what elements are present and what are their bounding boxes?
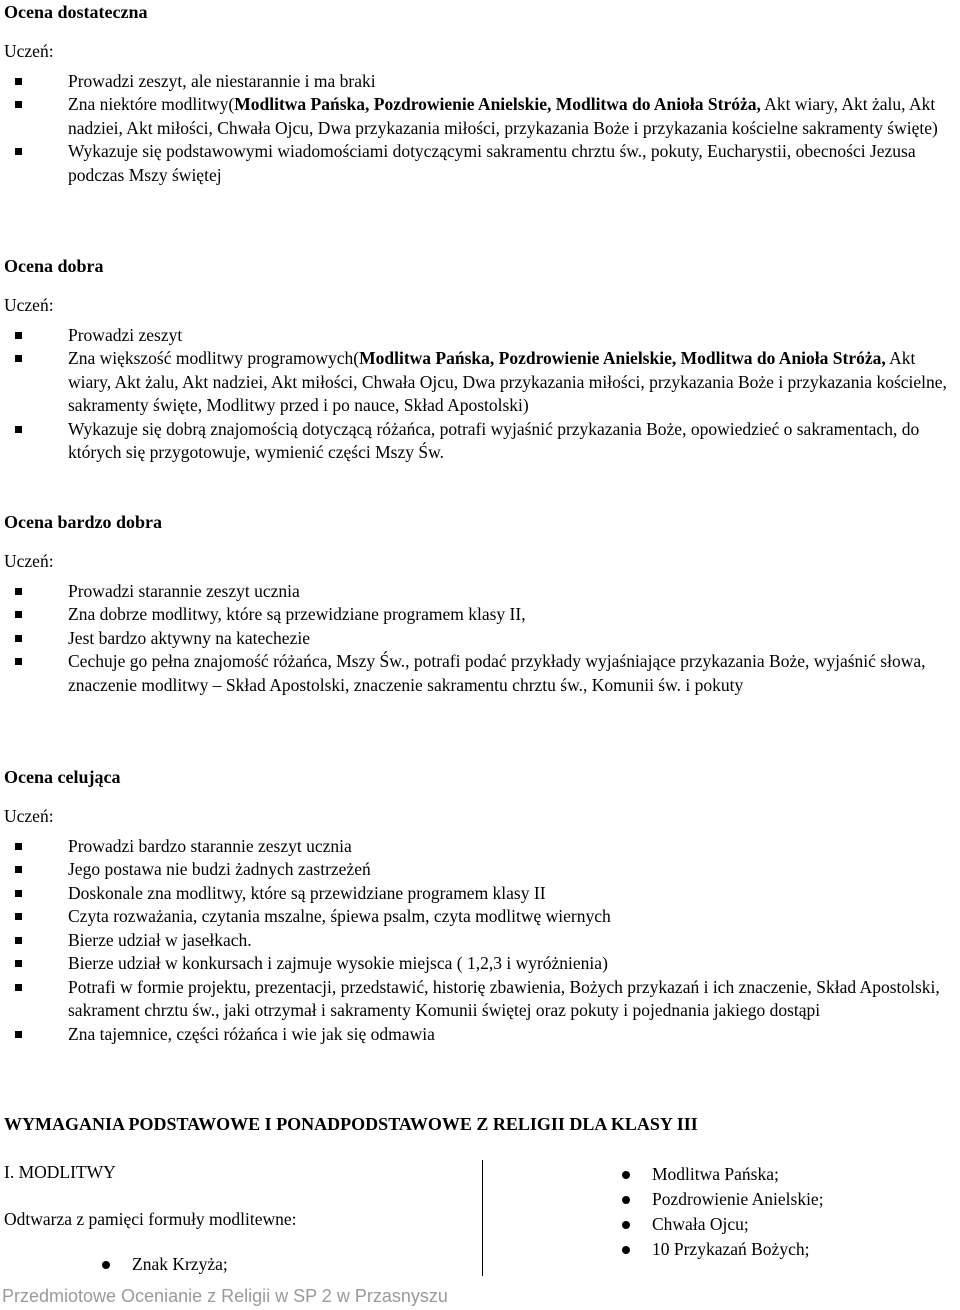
text: Potrafi w formie projektu, prezentacji, przedstawić, historię zbawienia, Bożych przykazań i ich znaczenie, Skład Apostolski, sakrament chrztu św., jaki otrzymał i sakramenty Komunii świętej oraz pokuty i pojednania jakiego dostąpi xyxy=(68,976,940,1020)
criterion-item xyxy=(4,858,956,882)
criterion-item xyxy=(4,905,956,929)
text: Czyta rozważania, czytania mszalne, śpiewa psalm, czyta modlitwę wiernych xyxy=(68,906,611,926)
section-heading: Ocena dobra xyxy=(4,256,104,276)
text: Zna dobrze modlitwy, które są przewidziane programem klasy II, xyxy=(68,604,526,624)
criterion-item xyxy=(4,1023,956,1047)
prayers-intro: Odtwarza z pamięci formuły modlitewne: xyxy=(4,1209,297,1229)
prayers-section-label: I. MODLITWY xyxy=(4,1162,116,1182)
student-label: Uczeń: xyxy=(4,806,54,826)
text: Prowadzi starannie zeszyt ucznia xyxy=(68,580,300,601)
criterion-item xyxy=(4,929,956,953)
requirements-left-column xyxy=(4,1160,474,1277)
criteria-list xyxy=(4,580,956,698)
criteria-list xyxy=(4,70,956,188)
section-ocena-dobra xyxy=(4,254,956,465)
text: Wykazuje się podstawowymi wiadomościami dotyczącymi sakramentu chrztu św., pokuty, Eucharystii, obecności Jezusa podczas Mszy świętej xyxy=(68,141,916,185)
bold-text: Modlitwa Pańska, Pozdrowienie Anielskie, Modlitwa do Anioła Stróża, xyxy=(359,348,886,368)
list-item: 10 Przykazań Bożych; xyxy=(616,1237,824,1262)
text: Prowadzi bardzo starannie zeszyt ucznia xyxy=(68,835,352,856)
criterion-item xyxy=(4,418,956,465)
text: Bierze udział w konkursach i zajmuje wysokie miejsca ( 1,2,3 i wyróżnienia) xyxy=(68,953,608,973)
criterion-item xyxy=(4,580,956,604)
page-footer: Przedmiotowe Ocenianie z Religii w SP 2 w Przasnyszu xyxy=(2,1286,448,1306)
criterion-item xyxy=(4,70,956,94)
student-label: Uczeń: xyxy=(4,41,54,61)
student-label: Uczeń: xyxy=(4,295,54,315)
text: Prowadzi zeszyt, ale niestarannie i ma braki xyxy=(68,70,376,91)
column-divider xyxy=(482,1160,483,1276)
section-ocena-bardzo-dobra xyxy=(4,510,956,697)
requirements-right-column xyxy=(616,1162,824,1262)
criterion-item xyxy=(4,603,956,627)
criterion-item xyxy=(4,835,956,859)
list-item: Modlitwa Pańska; xyxy=(616,1162,824,1187)
criterion-item xyxy=(4,976,956,1023)
text: Bierze udział w jasełkach. xyxy=(68,929,252,950)
text: Jest bardzo aktywny na katechezie xyxy=(68,627,310,648)
text: Cechuje go pełna znajomość różańca, Mszy Św., potrafi podać przykłady wyjaśniające przykazania Boże, wyjaśnić słowa, znaczenie modlitwy – Skład Apostolski, znaczenie sakramentu chrztu św., Komunii św. i pokuty xyxy=(68,651,926,695)
criterion-item xyxy=(4,627,956,651)
criterion-item xyxy=(4,650,956,697)
criterion-item xyxy=(4,140,956,187)
prayers-list-right xyxy=(616,1162,824,1262)
student-label: Uczeń: xyxy=(4,551,54,571)
text: Zna większość modlitwy programowych( xyxy=(68,348,360,368)
bold-text: Modlitwa Pańska, Pozdrowienie Anielskie, Modlitwa do Anioła Stróża, xyxy=(234,94,761,114)
text: Akt wiary, Akt żalu, Akt nadziei, Akt miłości, Chwała Ojcu, Dwa przykazania miłości, przykazania Boże i przykazania kościelne, sakramenty święte, Modlitwy przed i po nauce, Skład Apostolski) xyxy=(68,348,947,415)
section-ocena-dostateczna xyxy=(4,0,956,187)
criterion-item xyxy=(4,952,956,976)
text: Jego postawa nie budzi żadnych zastrzeżeń xyxy=(68,859,371,879)
criterion-item xyxy=(4,882,956,906)
list-item: Znak Krzyża; xyxy=(96,1252,474,1277)
criteria-list xyxy=(4,324,956,465)
criterion-item xyxy=(4,93,956,140)
section-heading: Ocena celująca xyxy=(4,767,121,787)
section-heading: Ocena bardzo dobra xyxy=(4,512,163,532)
text: Zna niektóre modlitwy( xyxy=(68,94,235,114)
prayers-list-left xyxy=(96,1252,474,1277)
requirements-title: WYMAGANIA PODSTAWOWE I PONADPODSTAWOWE Z RELIGII DLA KLASY III xyxy=(4,1114,698,1134)
text: Zna tajemnice, części różańca i wie jak się odmawia xyxy=(68,1023,435,1044)
text: Prowadzi zeszyt xyxy=(68,324,183,345)
list-item: Chwała Ojcu; xyxy=(616,1212,824,1237)
criteria-list xyxy=(4,835,956,1047)
section-heading: Ocena dostateczna xyxy=(4,2,148,22)
criterion-item xyxy=(4,347,956,418)
list-item: Pozdrowienie Anielskie; xyxy=(616,1187,824,1212)
criterion-item xyxy=(4,324,956,348)
text: Wykazuje się dobrą znajomością dotyczącą różańca, potrafi wyjaśnić przykazania Boże, opowiedzieć o sakramentach, do których się przygotowuje, wymienić części Mszy Św. xyxy=(68,418,920,462)
section-ocena-celujaca xyxy=(4,765,956,1046)
text: Doskonale zna modlitwy, które są przewidziane programem klasy II xyxy=(68,882,546,903)
text: Akt wiary, Akt żalu, Akt nadziei, Akt miłości, Chwała Ojcu, Dwa przykazania miłości, przykazania Boże i przykazania kościelne sakramenty święte) xyxy=(68,94,938,138)
